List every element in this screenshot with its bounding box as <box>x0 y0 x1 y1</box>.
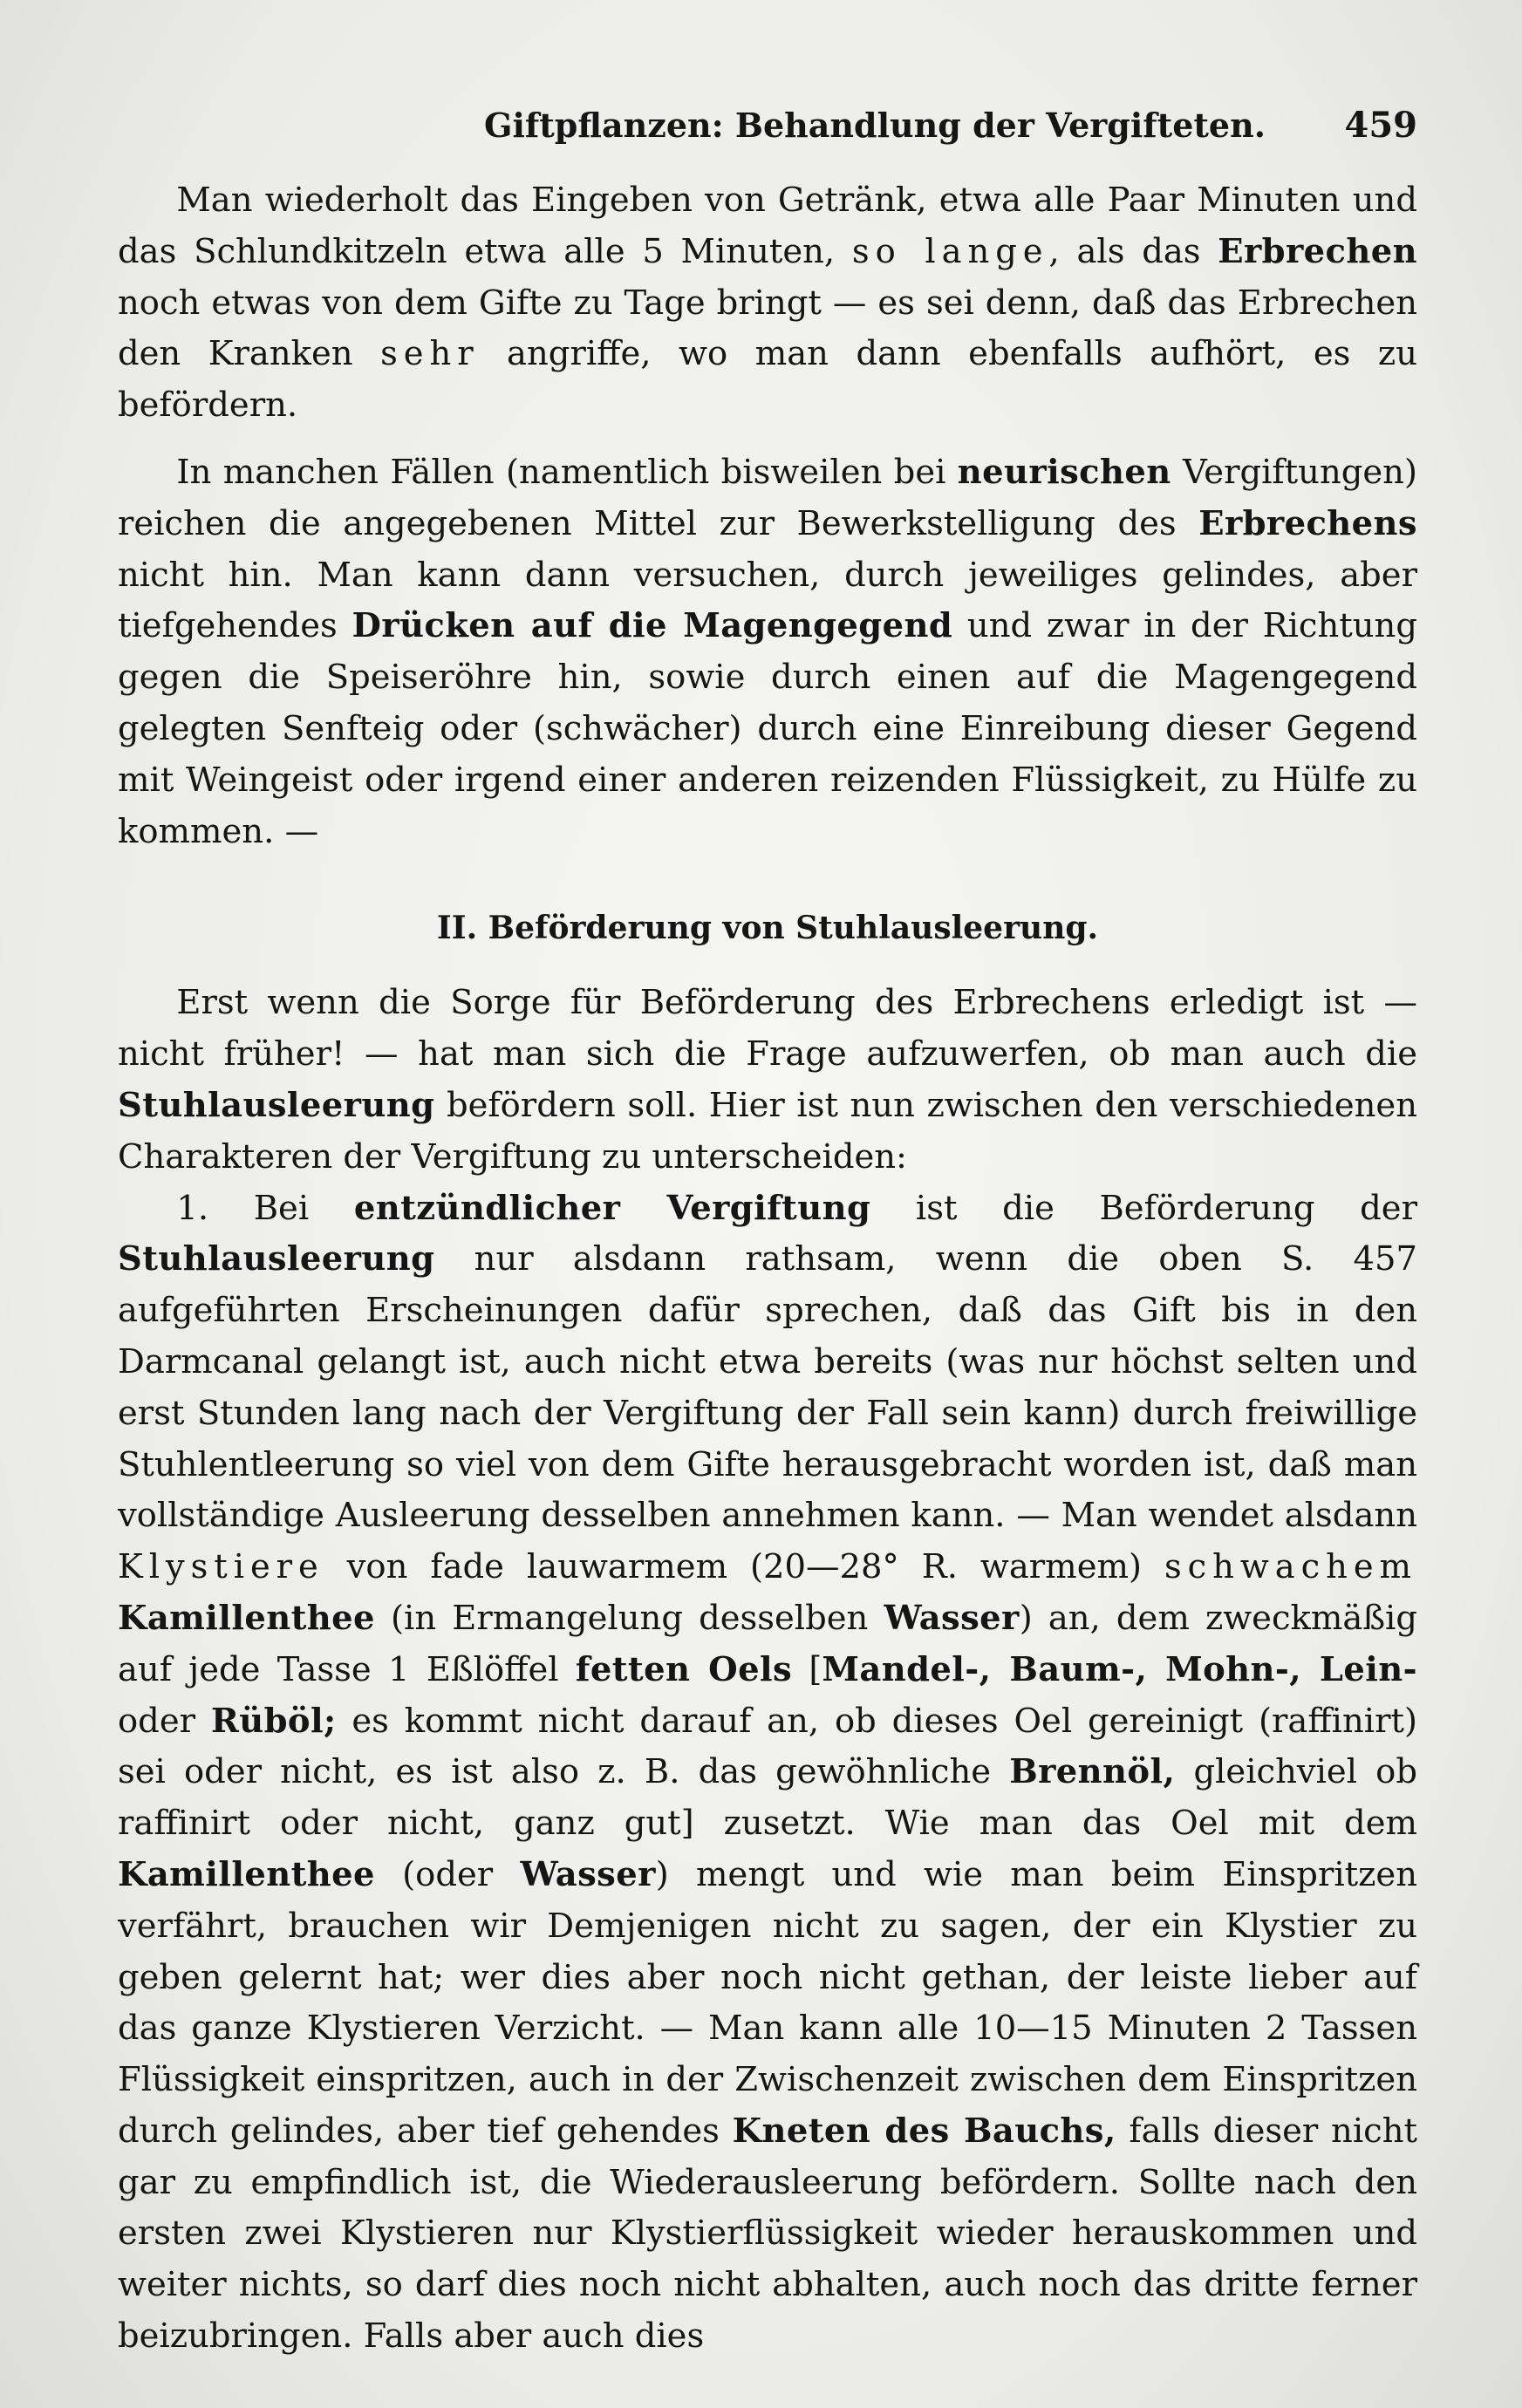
text-run: [ <box>792 1649 822 1689</box>
text-run: 1. Bei <box>176 1188 354 1228</box>
emphasis-spaced: so lange <box>851 231 1049 271</box>
paragraph-3 <box>118 978 1417 1183</box>
text-run: Man wiederholt das Eingeben von Getränk, etwa alle Paar Minuten und das Schlundkitzeln etwa alle 5 Minuten, <box>118 181 1417 271</box>
page-number: 459 <box>1344 105 1417 146</box>
paragraph-4 <box>118 1184 1417 2363</box>
bold-term: Kneten des Bauchs, <box>732 2111 1116 2151</box>
emphasis-spaced: schwachem <box>1164 1547 1417 1587</box>
bold-term: Mandel-, Baum-, Mohn-, Lein- <box>822 1649 1418 1689</box>
text-run: angriffe, wo man dann ebenfalls aufhört, es zu befördern. <box>118 334 1417 426</box>
text-run: gleichviel ob raffinirt oder nicht, ganz gut] zusetzt. Wie man das Oel mit dem <box>118 1752 1418 1844</box>
text-run: nicht hin. Man kann dann versuchen, durch jeweiliges gelindes, aber tiefgehendes <box>118 555 1417 646</box>
bold-term: Erbrechens <box>1198 503 1417 543</box>
text-run: es kommt nicht darauf an, ob dieses Oel gereinigt (raffinirt) sei oder nicht, es ist also z. B. das gewöhnliche <box>118 1701 1417 1792</box>
text-run: von fade lauwarmem (20—28° R. warmem) <box>324 1547 1164 1587</box>
text-run: ist die Beförderung der <box>870 1188 1417 1228</box>
bold-term: Wasser <box>520 1854 656 1894</box>
running-head-title: Giftpflanzen: Behandlung der Vergifteten. <box>484 106 1266 145</box>
paragraph-1 <box>118 175 1417 432</box>
bold-term: fetten Oels <box>575 1649 793 1689</box>
bold-term: Wasser <box>884 1598 1020 1638</box>
bold-term: Brennöl, <box>1009 1752 1176 1792</box>
text-run: falls dieser nicht gar zu empfindlich ist, die Wiederausleerung befördern. Sollte nach den ersten zwei Klystieren nur Klystierflüssigkeit wieder herauskommen und weiter nichts, so darf dies noch nicht abhalten, auch noch das dritte ferner beizubringen. Falls aber auch dies <box>118 2111 1417 2357</box>
section-heading: II. Beförderung von Stuhlausleerung. <box>436 910 1099 947</box>
text-run: befördern soll. Hier ist nun zwischen den verschiedenen Charakteren der Vergiftung zu unterscheiden: <box>118 1085 1417 1177</box>
text-run: , als das <box>1048 231 1218 271</box>
text-run: (in Ermangelung desselben <box>374 1598 884 1638</box>
bold-term: neurischen <box>957 452 1171 492</box>
running-head <box>118 105 1417 146</box>
text-run: ) an, dem zweckmäßig auf jede Tasse 1 Eßlöffel <box>118 1598 1417 1689</box>
text-run: (oder <box>374 1854 521 1894</box>
bold-term: Kamillenthee <box>118 1598 375 1638</box>
text-run: und zwar in der Richtung gegen die Speiseröhre hin, sowie durch einen auf die Magengegend gelegten Senfteig oder (schwächer) durch eine Einreibung dieser Gegend mit Weingeist oder irgend einer anderen reizenden Flüssigkeit, zu Hülfe zu kommen. — <box>118 606 1417 851</box>
text-run: nur alsdann rathsam, wenn die oben S. 457 aufgeführten Erscheinungen dafür sprechen, daß das Gift bis in den Darmcanal gelangt ist, auch nicht etwa bereits (was nur höchst selten und erst Stunden lang nach der Vergiftung der Fall sein kann) durch freiwillige Stuhlentleerung so viel von dem Gifte herausgebracht worden ist, daß man vollständige Ausleerung desselben annehmen kann. — Man wendet alsdann <box>118 1239 1417 1536</box>
text-run: In manchen Fällen (namentlich bisweilen bei <box>176 452 958 492</box>
text-run: Vergiftungen) reichen die angegebenen Mittel zur Bewerkstelligung des <box>118 452 1417 543</box>
text-run: oder <box>118 1701 211 1741</box>
text-run: noch etwas von dem Gifte zu Tage bringt — es sei denn, daß das Erbrechen den Kranken <box>118 283 1417 374</box>
text-run: Erst wenn die Sorge für Beförderung des Erbrechens erledigt ist — nicht früher! — hat man sich die Frage aufzuwerfen, ob man auch die <box>118 983 1417 1074</box>
bold-term: entzündlicher Vergiftung <box>353 1188 871 1228</box>
body-text <box>118 175 1417 2363</box>
bold-term: Stuhlausleerung <box>118 1085 435 1125</box>
bold-term: Kamillenthee <box>118 1854 375 1894</box>
emphasis-spaced: sehr <box>380 334 480 374</box>
paragraph-2 <box>118 447 1417 857</box>
bold-term: Drücken auf die Magengegend <box>351 606 953 646</box>
text-run: ) mengt und wie man beim Einspritzen verfährt, brauchen wir Demjenigen nicht zu sagen, der ein Klystier zu geben gelernt hat; wer dies aber noch nicht gethan, der leiste lieber auf das ganze Klystieren Verzicht. — Man kann alle 10—15 Minuten 2 Tassen Flüssigkeit einspritzen, auch in der Zwischenzeit zwischen dem Einspritzen durch gelindes, aber tief gehendes <box>118 1854 1417 2151</box>
bold-term: Erbrechen <box>1218 231 1417 271</box>
emphasis-spaced: Klystiere <box>118 1547 324 1587</box>
bold-term: Rüböl; <box>210 1701 337 1741</box>
bold-term: Stuhlausleerung <box>118 1239 435 1279</box>
